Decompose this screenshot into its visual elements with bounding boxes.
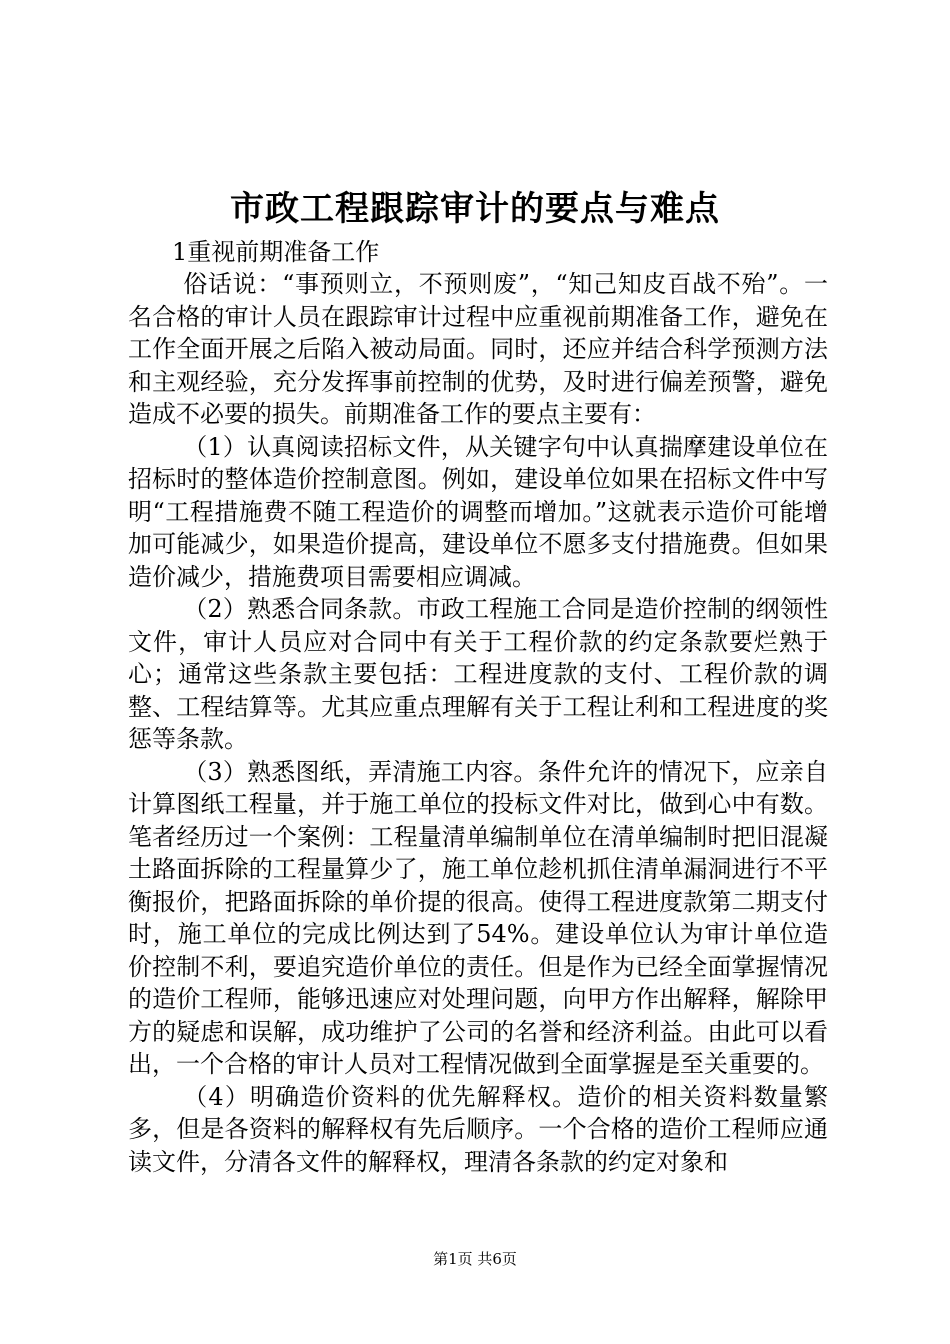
paragraph-item-3: （3）熟悉图纸，弄清施工内容。条件允许的情况下，应亲自计算图纸工程量，并于施工单位的投标文件对比，做到心中有数。笔者经历过一个案例：工程量清单编制单位在清单编制时把旧混凝土路面拆除的工程量算少了，施工单位趁机抓住清单漏洞进行不平衡报价，把路面拆除的单价提的很高。使得工程进度款第二期支付时，施工单位的完成比例达到了54%。建设单位认为审计单位造价控制不利，要追究造价单位的责任。但是作为已经全面掌握情况的造价工程师，能够迅速应对处理问题，向甲方作出解释，解除甲方的疑虑和误解，成功维护了公司的名誉和经济利益。由此可以看出，一个合格的审计人员对工程情况做到全面掌握是至关重要的。 — [128, 757, 828, 1078]
paragraph-item-1: （1）认真阅读招标文件，从关键字句中认真揣摩建设单位在招标时的整体造价控制意图。例如，建设单位如果在招标文件中写明“工程措施费不随工程造价的调整而增加。”这就表示造价可能增加可能减少，如果造价提高，建设单位不愿多支付措施费。但如果造价减少，措施费项目需要相应调减。 — [128, 432, 828, 591]
document-title: 市政工程跟踪审计的要点与难点 — [230, 189, 720, 229]
section-heading: 1重视前期准备工作 — [172, 238, 380, 266]
paragraph-intro: 俗话说：“事预则立，不预则废”，“知己知皮百战不殆”。一名合格的审计人员在跟踪审计过程中应重视前期准备工作，避免在工作全面开展之后陷入被动局面。同时，还应并结合科学预测方法和主观经验，充分发挥事前控制的优势，及时进行偏差预警，避免造成不必要的损失。前期准备工作的要点主要有： — [128, 270, 828, 428]
paragraph-item-2: （2）熟悉合同条款。市政工程施工合同是造价控制的纲领性文件，审计人员应对合同中有关于工程价款的约定条款要烂熟于心；通常这些条款主要包括：工程进度款的支付、工程价款的调整、工程结算等。尤其应重点理解有关于工程让利和工程进度的奖惩等条款。 — [128, 595, 828, 753]
page-footer: 第1页 共6页 — [433, 1250, 517, 1268]
document-body — [128, 268, 828, 1178]
paragraph-item-4: （4）明确造价资料的优先解释权。造价的相关资料数量繁多，但是各资料的解释权有先后顺序。一个合格的造价工程师应通读文件，分清各文件的解释权，理清各条款的约定对象和 — [128, 1082, 828, 1176]
